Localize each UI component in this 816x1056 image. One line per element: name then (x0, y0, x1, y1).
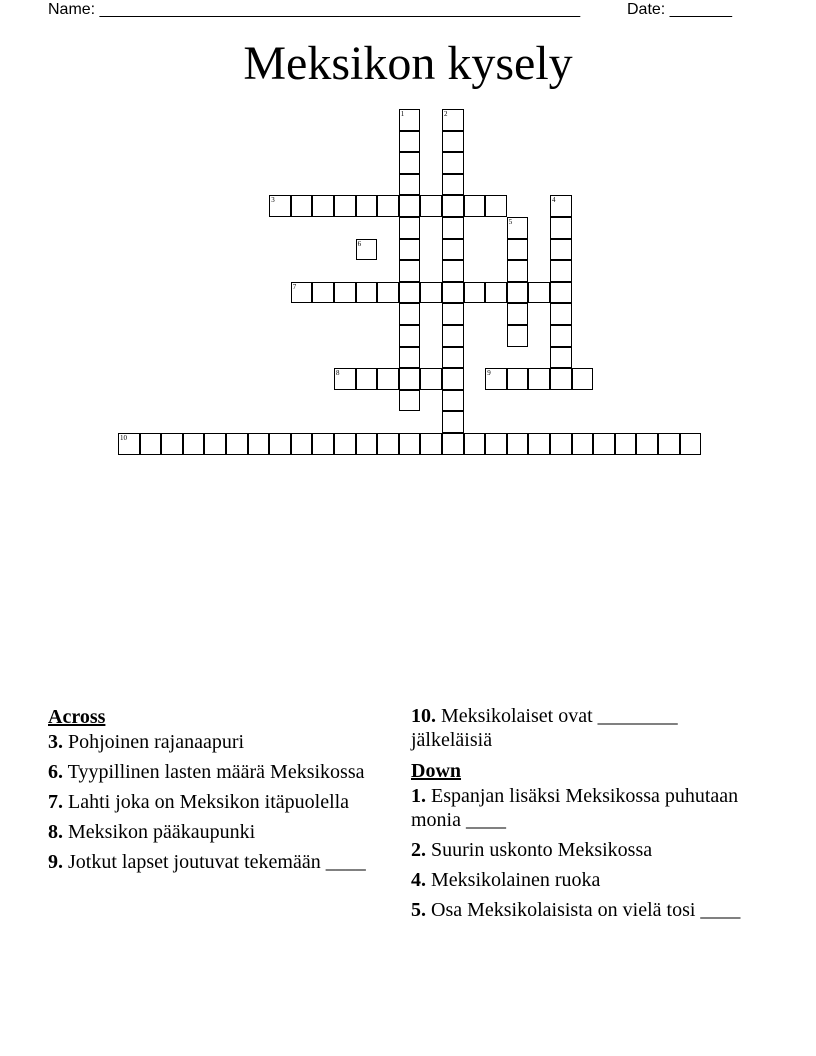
grid-cell[interactable] (399, 282, 421, 304)
grid-cell[interactable] (334, 433, 356, 455)
grid-cell[interactable] (118, 433, 140, 455)
grid-cell[interactable] (550, 239, 572, 261)
grid-cell[interactable] (399, 109, 421, 131)
grid-cell[interactable] (550, 347, 572, 369)
grid-cell[interactable] (226, 433, 248, 455)
grid-cell[interactable] (356, 433, 378, 455)
grid-cell[interactable] (399, 260, 421, 282)
grid-cell[interactable] (550, 282, 572, 304)
grid-cell[interactable] (528, 368, 550, 390)
grid-cell[interactable] (399, 239, 421, 261)
grid-cell[interactable] (528, 433, 550, 455)
grid-cell[interactable] (442, 260, 464, 282)
grid-cell[interactable] (550, 368, 572, 390)
clues-column-right (411, 704, 741, 928)
grid-cell[interactable] (312, 282, 334, 304)
date-field-label: Date: _______ (627, 1, 732, 18)
grid-cell[interactable] (377, 282, 399, 304)
grid-cell[interactable] (680, 433, 702, 455)
clue-number-label: 7 (292, 282, 297, 291)
grid-cell[interactable] (507, 368, 529, 390)
grid-cell[interactable] (442, 368, 464, 390)
grid-cell[interactable] (204, 433, 226, 455)
grid-cell[interactable] (183, 433, 205, 455)
grid-cell[interactable] (399, 368, 421, 390)
grid-cell[interactable] (658, 433, 680, 455)
grid-cell[interactable] (485, 433, 507, 455)
grid-cell[interactable] (464, 195, 486, 217)
grid-cell[interactable] (442, 303, 464, 325)
across-heading: Across (48, 706, 106, 728)
clue-number-label: 1 (400, 110, 405, 118)
grid-cell[interactable] (442, 195, 464, 217)
clue-number-label: 10 (120, 434, 127, 442)
grid-cell[interactable] (464, 433, 486, 455)
grid-cell[interactable] (399, 433, 421, 455)
grid-cell[interactable] (442, 411, 464, 433)
grid-cell[interactable] (464, 282, 486, 304)
grid-cell[interactable] (399, 217, 421, 239)
grid-cell[interactable] (550, 260, 572, 282)
clue-number-label: 3 (271, 196, 275, 205)
grid-cell[interactable] (420, 195, 442, 217)
grid-cell[interactable] (399, 325, 421, 347)
grid-cell[interactable] (356, 368, 378, 390)
grid-cell[interactable] (550, 195, 572, 217)
clue-number-label: 5 (508, 218, 513, 226)
clue-across-9: 9. Jotkut lapset joutuvat tekemään ____ (48, 851, 366, 873)
crossword-grid (0, 0, 816, 470)
grid-cell[interactable] (334, 282, 356, 304)
clue-across-6: 6. Tyypillinen lasten määrä Meksikossa (48, 761, 365, 783)
name-field-label: Name: ______________________________________________________ (48, 1, 581, 18)
grid-cell[interactable] (442, 109, 464, 131)
clue-down-2: 2. Suurin uskonto Meksikossa (411, 839, 653, 861)
grid-cell[interactable] (399, 347, 421, 369)
grid-cell[interactable] (269, 433, 291, 455)
clue-across-3: 3. Pohjoinen rajanaapuri (48, 731, 245, 753)
grid-cell[interactable] (442, 131, 464, 153)
grid-cell[interactable] (550, 433, 572, 455)
grid-cell[interactable] (442, 325, 464, 347)
grid-cell[interactable] (399, 195, 421, 217)
clues-column-left (48, 704, 378, 880)
grid-cell[interactable] (312, 433, 334, 455)
grid-cell[interactable] (550, 325, 572, 347)
grid-cell[interactable] (356, 282, 378, 304)
grid-cell[interactable] (399, 174, 421, 196)
grid-cell[interactable] (399, 390, 421, 412)
grid-cell[interactable] (399, 131, 421, 153)
grid-cell[interactable] (334, 195, 356, 217)
grid-cell[interactable] (442, 433, 464, 455)
grid-cell[interactable] (636, 433, 658, 455)
grid-cell[interactable] (399, 303, 421, 325)
grid-cell[interactable] (269, 195, 291, 217)
grid-cell[interactable] (420, 368, 442, 390)
grid-cell[interactable] (312, 195, 334, 217)
grid-cell[interactable] (507, 239, 529, 261)
clue-down-5: 5. Osa Meksikolaisista on vielä tosi ____ (411, 899, 741, 921)
clue-number-label: 6 (357, 239, 362, 248)
grid-cell[interactable] (377, 368, 399, 390)
grid-cell[interactable] (485, 282, 507, 304)
down-heading: Down (411, 760, 462, 782)
clue-number-label: 9 (487, 369, 491, 378)
clue-number-label: 4 (552, 196, 556, 205)
grid-cell[interactable] (248, 433, 270, 455)
clue-number-label: 2 (444, 110, 448, 118)
grid-cell[interactable] (442, 282, 464, 304)
grid-cell[interactable] (442, 152, 464, 174)
grid-cell[interactable] (507, 433, 529, 455)
clue-across-7: 7. Lahti joka on Meksikon itäpuolella (48, 791, 350, 813)
grid-cell[interactable] (507, 325, 529, 347)
grid-cell[interactable] (140, 433, 162, 455)
grid-cell[interactable] (356, 239, 378, 261)
clue-down-4: 4. Meksikolainen ruoka (411, 869, 601, 891)
grid-cell[interactable] (550, 217, 572, 239)
grid-cell[interactable] (550, 303, 572, 325)
grid-cell[interactable] (507, 282, 529, 304)
page-title: Meksikon kysely (243, 37, 573, 90)
grid-cell[interactable] (528, 282, 550, 304)
grid-cell[interactable] (399, 152, 421, 174)
grid-cell[interactable] (377, 195, 399, 217)
clue-number-label: 8 (336, 369, 340, 378)
grid-cell[interactable] (593, 433, 615, 455)
clue-across-10: 10. Meksikolaiset ovat ________ jälkeläisiä (411, 705, 678, 751)
grid-cell[interactable] (334, 368, 356, 390)
clue-down-1: 1. Espanjan lisäksi Meksikossa puhutaan monia ____ (411, 785, 739, 831)
grid-cell[interactable] (485, 368, 507, 390)
clue-across-8: 8. Meksikon pääkaupunki (48, 821, 256, 843)
grid-cell[interactable] (356, 195, 378, 217)
grid-cell[interactable] (572, 368, 594, 390)
grid-cell[interactable] (442, 217, 464, 239)
grid-cell[interactable] (377, 433, 399, 455)
grid-cell[interactable] (485, 195, 507, 217)
grid-cell[interactable] (507, 303, 529, 325)
grid-cell[interactable] (442, 174, 464, 196)
grid-cell[interactable] (442, 239, 464, 261)
grid-cell[interactable] (442, 347, 464, 369)
grid-cell[interactable] (507, 217, 529, 239)
grid-cell[interactable] (291, 433, 313, 455)
grid-cell[interactable] (572, 433, 594, 455)
grid-cell[interactable] (420, 433, 442, 455)
grid-cell[interactable] (507, 260, 529, 282)
grid-cell[interactable] (442, 390, 464, 412)
grid-cell[interactable] (161, 433, 183, 455)
grid-cell[interactable] (291, 282, 313, 304)
grid-cell[interactable] (615, 433, 637, 455)
grid-cell[interactable] (420, 282, 442, 304)
grid-cell[interactable] (291, 195, 313, 217)
